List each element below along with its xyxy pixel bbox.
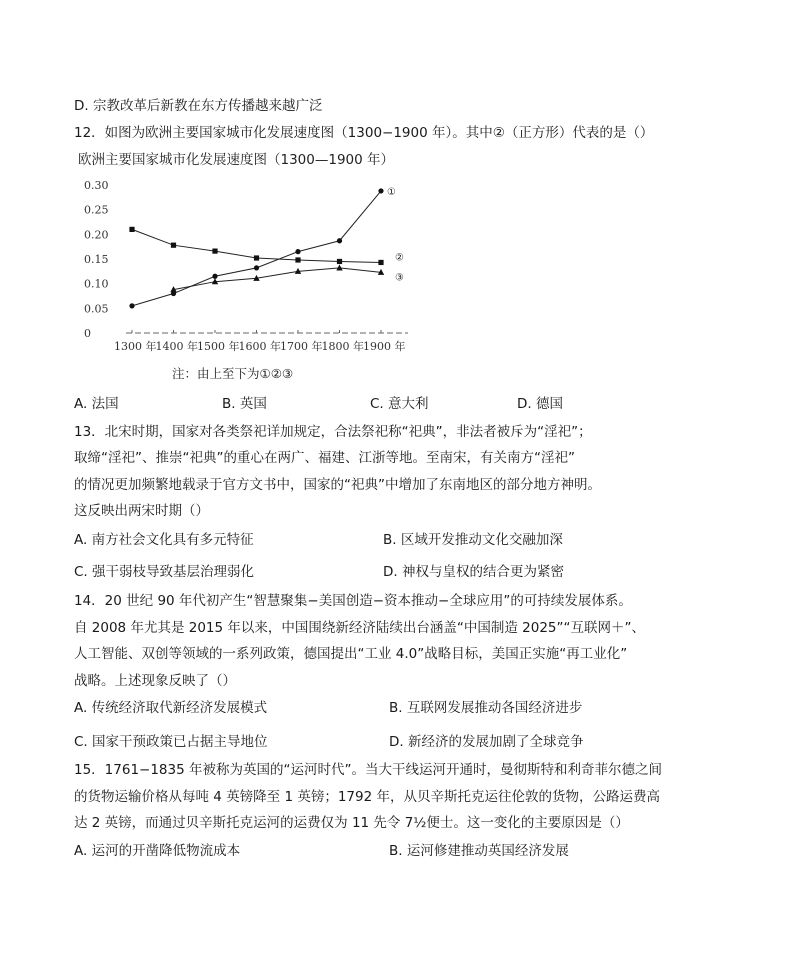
urbanization-line-chart bbox=[78, 150, 438, 390]
q14-option-d[interactable]: D. 新经济的发展加剧了全球竞争 bbox=[389, 734, 584, 750]
q14-stem-line: 人工智能、双创等领域的一系列政策，德国提出“工业 4.0”战略目标，美国正实施“再工业化” bbox=[74, 646, 628, 662]
chart-series bbox=[129, 187, 404, 309]
x-tick-label: 1500 年 bbox=[197, 340, 240, 353]
q15-option-a[interactable]: A. 运河的开凿降低物流成本 bbox=[74, 843, 241, 859]
data-point-circle bbox=[337, 238, 342, 243]
q14-stem-line: 自 2008 年尤其是 2015 年以来，中国围绕新经济陆续出台涵盖“中国制造 2025”“互联网＋”、 bbox=[74, 620, 646, 636]
q14-stem-line: 战略。上述现象反映了（） bbox=[74, 673, 236, 689]
data-point-square bbox=[295, 257, 300, 262]
data-point-circle bbox=[129, 303, 134, 308]
q13-option-c[interactable]: C. 强干弱枝导致基层治理弱化 bbox=[74, 564, 255, 580]
x-tick-label: 1600 年 bbox=[238, 340, 281, 353]
data-point-square bbox=[129, 227, 134, 232]
x-tick-label: 1400 年 bbox=[155, 340, 198, 353]
q14-option-b[interactable]: B. 互联网发展推动各国经济进步 bbox=[389, 700, 583, 716]
q13-option-d[interactable]: D. 神权与皇权的结合更为紧密 bbox=[383, 564, 564, 580]
q13-option-a[interactable]: A. 南方社会文化具有多元特征 bbox=[74, 532, 254, 548]
q14-stem-line: 14．20 世纪 90 年代初产生“智慧聚集−美国创造−资本推动−全球应用”的可持续发展体系。 bbox=[74, 593, 632, 609]
series-line-1 bbox=[132, 191, 381, 306]
y-tick-label: 0.05 bbox=[84, 302, 109, 316]
question-12-stem: 12．如图为欧洲主要国家城市化发展速度图（1300−1900 年）。其中②（正方形）代表的是（） bbox=[74, 125, 654, 141]
q13-stem-line: 这反映出两宋时期（） bbox=[74, 503, 209, 519]
q12-option-b[interactable]: B. 英国 bbox=[222, 396, 267, 412]
data-point-circle bbox=[378, 188, 383, 193]
y-tick-label: 0.30 bbox=[84, 179, 109, 192]
series-label-1: ① bbox=[387, 186, 396, 198]
y-tick-label: 0 bbox=[84, 327, 91, 340]
data-point-circle bbox=[254, 265, 259, 270]
previous-question-option-d: D. 宗教改革后新教在东方传播越来越广泛 bbox=[74, 98, 323, 114]
chart-note: 注：由上至下为①②③ bbox=[172, 366, 294, 381]
x-tick-label: 1900 年 bbox=[363, 340, 406, 353]
q13-option-b[interactable]: B. 区域开发推动文化交融加深 bbox=[383, 532, 563, 548]
series-label-3: ③ bbox=[395, 272, 404, 284]
y-tick-label: 0.10 bbox=[84, 277, 109, 291]
x-tick-label: 1700 年 bbox=[280, 340, 323, 353]
q12-option-c[interactable]: C. 意大利 bbox=[370, 396, 429, 412]
x-tick-label: 1300 年 bbox=[114, 340, 157, 353]
q15-option-b[interactable]: B. 运河修建推动英国经济发展 bbox=[389, 843, 569, 859]
data-point-triangle bbox=[336, 264, 342, 270]
q14-option-a[interactable]: A. 传统经济取代新经济发展模式 bbox=[74, 700, 268, 716]
series-label-2: ② bbox=[395, 252, 404, 264]
y-tick-label: 0.15 bbox=[84, 253, 109, 266]
data-point-square bbox=[337, 259, 342, 264]
series-line-3 bbox=[174, 268, 382, 290]
q13-stem-line: 13．北宋时期，国家对各类祭祀详加规定，合法祭祀称“祀典”，非法者被斥为“淫祀”； bbox=[74, 424, 592, 440]
q13-stem-line: 的情况更加频繁地载录于官方文书中，国家的“祀典”中增加了东南地区的部分地方神明。 bbox=[74, 477, 601, 493]
y-tick-label: 0.25 bbox=[84, 203, 109, 217]
data-point-square bbox=[171, 243, 176, 248]
data-point-square bbox=[378, 260, 383, 265]
q15-stem-line: 的货物运输价格从每吨 4 英镑降至 1 英镑；1792 年，从贝辛斯托克运往伦敦的货物，公路运费高 bbox=[74, 789, 660, 805]
q12-option-d[interactable]: D. 德国 bbox=[517, 396, 563, 412]
q15-stem-line: 达 2 英镑，而通过贝辛斯托克运河的运费仅为 11 先令 7½便士。这一变化的主要原因是（） bbox=[74, 815, 629, 831]
data-point-circle bbox=[212, 274, 217, 279]
q15-stem-line: 15．1761−1835 年被称为英国的“运河时代”。当大干线运河开通时，曼彻斯特和利奇菲尔德之间 bbox=[74, 762, 662, 778]
q12-option-a[interactable]: A. 法国 bbox=[74, 396, 119, 412]
y-axis-ticks bbox=[84, 179, 109, 340]
chart-title: 欧洲主要国家城市化发展速度图（1300—1900 年） bbox=[78, 152, 395, 168]
q13-stem-line: 取缔“淫祀”、推崇“祀典”的重心在两广、福建、江浙等地。至南宋，有关南方“淫祀” bbox=[74, 450, 575, 466]
y-tick-label: 0.20 bbox=[84, 228, 109, 242]
x-tick-label: 1800 年 bbox=[321, 340, 364, 353]
data-point-square bbox=[212, 249, 217, 254]
data-point-square bbox=[254, 255, 259, 260]
data-point-circle bbox=[295, 249, 300, 254]
q14-option-c[interactable]: C. 国家干预政策已占据主导地位 bbox=[74, 734, 268, 750]
